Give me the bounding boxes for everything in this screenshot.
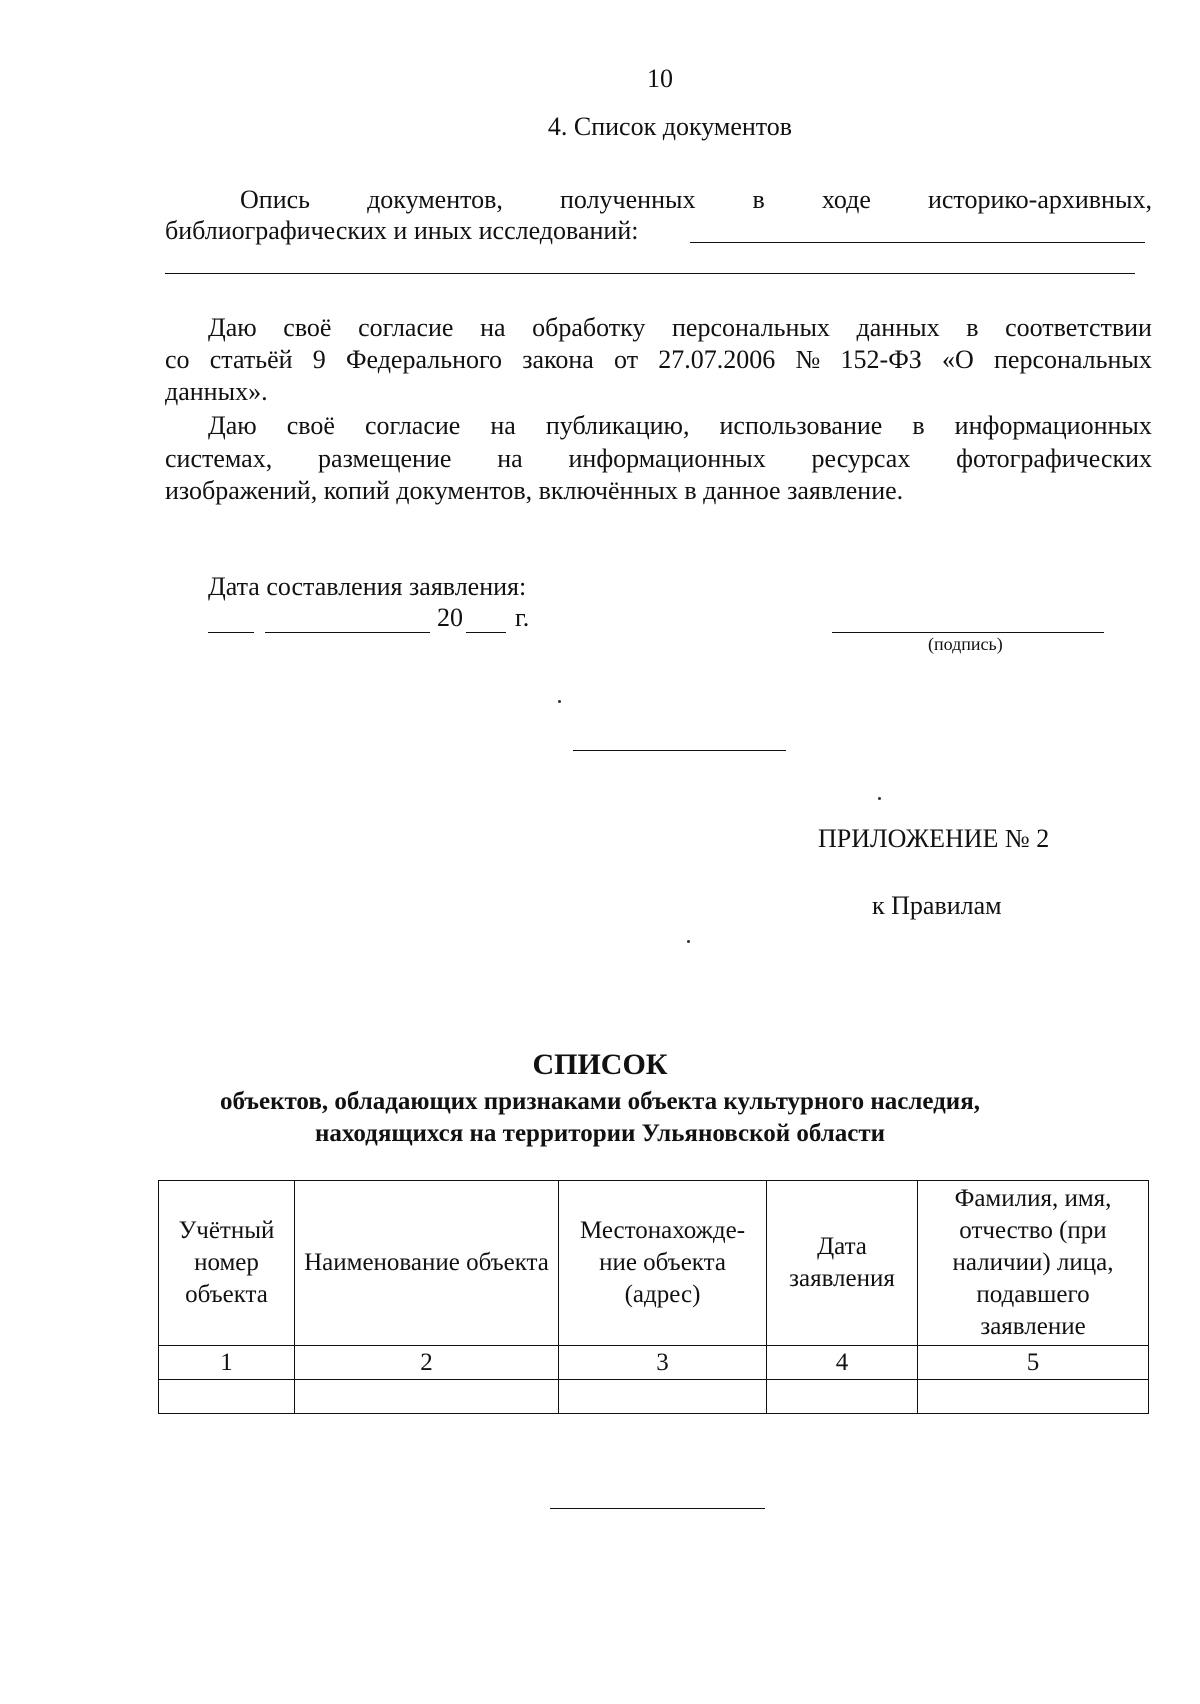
inventory-word: в [752,185,765,214]
signature-line [832,632,1104,633]
consent-word: в [912,411,925,440]
date-year-blank [466,632,506,633]
empty-cell[interactable] [767,1380,918,1414]
number-cell: 5 [918,1346,1149,1380]
consent-word: обработку [532,313,646,342]
date-month-blank [265,632,430,633]
list-title: СПИСОК [532,1048,668,1081]
date-year-prefix: 20 [437,603,463,632]
inventory-word: Опись [240,185,311,214]
consent-p1-line-2 [165,344,1152,376]
inventory-blank-line-1 [690,242,1145,243]
objects-table [158,1180,1149,1414]
section-separator [573,750,786,751]
inventory-blank-line-2 [165,273,1135,274]
consent-word: персональных [672,313,830,342]
consent-word: статьёй [209,345,293,374]
consent-p1-line-3: данных». [165,377,268,406]
table-number-row [159,1346,1149,1380]
empty-cell[interactable] [295,1380,559,1414]
consent-word: согласие [358,313,454,342]
date-day-blank [208,632,254,633]
consent-word: на [490,411,516,440]
header-cell: Дата заявления [767,1181,918,1346]
inventory-line-1 [240,184,1152,216]
consent-word: 152-ФЗ [840,345,922,374]
consent-word: «О [941,345,974,374]
inventory-word: ходе [821,185,871,214]
number-cell: 4 [767,1346,918,1380]
date-year-suffix: г. [515,603,530,632]
consent-word: Федерального [345,345,503,374]
consent-word: своё [286,411,335,440]
consent-word: фотографических [956,444,1152,473]
consent-word: информационных [954,411,1152,440]
section-title: 4. Список документов [547,112,793,141]
consent-word: использование [719,411,883,440]
consent-word: в [966,313,979,342]
table-header-row [159,1181,1149,1346]
header-cell: Наименование объекта [295,1181,559,1346]
inventory-word: полученных [560,185,696,214]
scan-speck [878,797,881,800]
date-label: Дата составления заявления: [208,572,527,601]
list-subtitle-line-2: находящихся на территории Ульяновской области [314,1120,886,1147]
consent-word: со [165,345,190,374]
inventory-word: историко-архивных, [927,185,1152,214]
consent-word: 27.07.2006 [658,345,776,374]
consent-word: публикацию, [545,411,690,440]
header-cell: Местонахожде-ние объекта (адрес) [559,1181,767,1346]
header-cell: Учётный номер объекта [159,1181,295,1346]
inventory-word: документов, [367,185,503,214]
consent-word: на [480,313,506,342]
table-row [159,1380,1149,1414]
consent-p2-line-3: изображений, копий документов, включённых в данное заявление. [165,476,904,505]
consent-word: размещение [318,444,452,473]
scan-speck [558,700,561,703]
consent-word: Даю [208,411,257,440]
consent-word: от [614,345,639,374]
empty-cell[interactable] [918,1380,1149,1414]
header-cell: Фамилия, имя, отчество (при наличии) лица, подавшего заявление [918,1181,1149,1346]
number-cell: 2 [295,1346,559,1380]
empty-cell[interactable] [559,1380,767,1414]
consent-word: согласие [364,411,461,440]
consent-word: закона [522,345,594,374]
inventory-line-2: библиографических и иных исследований: [165,216,639,245]
consent-word: соответствии [1005,313,1152,342]
consent-word: персональных [993,345,1152,374]
page-number: 10 [647,64,673,93]
consent-word: системах, [165,444,273,473]
consent-word: № [795,345,821,374]
consent-word: ресурсах [811,444,911,473]
scan-speck [687,940,690,943]
signature-caption: (подпись) [928,634,1003,654]
consent-word: данных [856,313,940,342]
consent-p2-line-2 [165,443,1152,475]
end-separator [550,1508,765,1509]
appendix-title: ПРИЛОЖЕНИЕ № 2 [818,824,1050,853]
number-cell: 3 [559,1346,767,1380]
consent-word: 9 [312,345,326,374]
consent-word: Даю [208,313,257,342]
consent-word: информационных [568,444,766,473]
empty-cell[interactable] [159,1380,295,1414]
appendix-subtitle: к Правилам [872,891,1002,920]
consent-word: своё [283,313,332,342]
consent-p1-line-1 [208,312,1152,344]
list-subtitle-line-1: объектов, обладающих признаками объекта культурного наследия, [220,1088,980,1115]
number-cell: 1 [159,1346,295,1380]
consent-word: на [497,444,523,473]
consent-p2-line-1 [208,410,1152,442]
